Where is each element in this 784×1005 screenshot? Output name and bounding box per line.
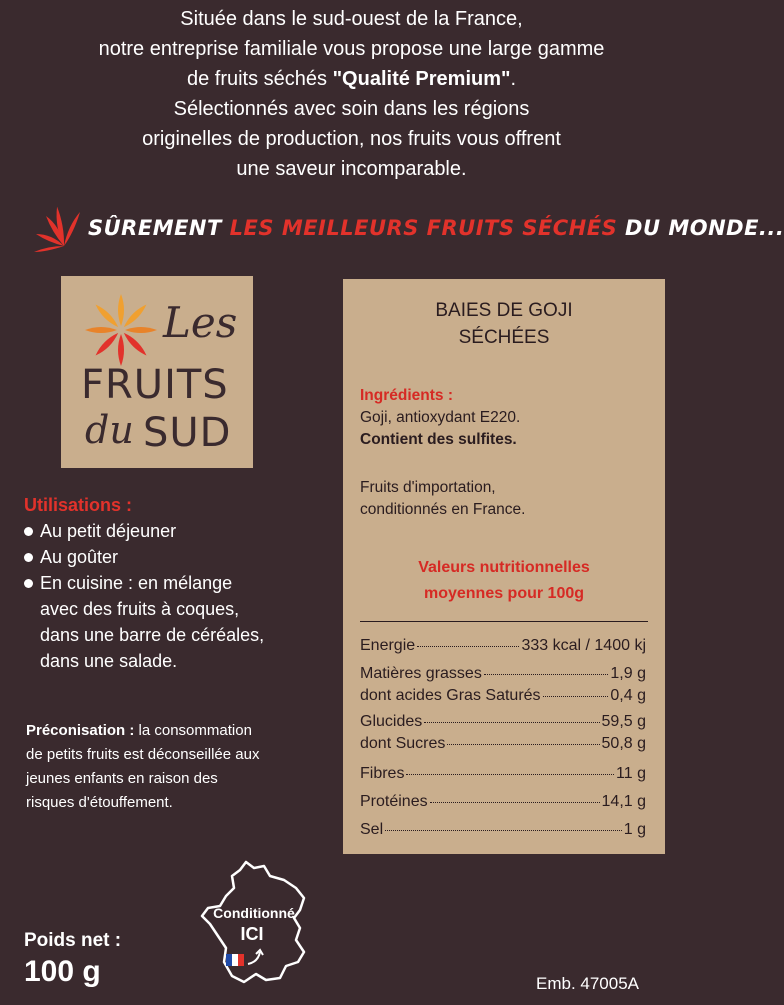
product-title-line: BAIES DE GOJI xyxy=(435,300,573,321)
nutrition-value: 1,9 g xyxy=(610,665,646,682)
dot-leader xyxy=(543,695,609,697)
usage-section xyxy=(24,492,324,674)
france-map-icon xyxy=(196,858,314,988)
nutrition-row xyxy=(360,687,646,705)
dot-leader xyxy=(484,673,609,675)
nutrition-row xyxy=(360,713,646,731)
nutrition-label: Protéines xyxy=(360,793,428,810)
warning-line: de petits fruits est déconseillée aux xyxy=(26,746,260,763)
intro-text-part: . xyxy=(510,68,517,90)
nutrition-value: 0,4 g xyxy=(610,687,646,704)
nutrition-label: dont Sucres xyxy=(360,735,446,752)
divider xyxy=(360,621,648,622)
weight-value: 100 g xyxy=(24,955,101,988)
flower-icon xyxy=(81,290,161,370)
intro-line: Sélectionnés avec soin dans les régions xyxy=(173,98,530,120)
dot-leader xyxy=(424,721,599,723)
nutrition-label: Fibres xyxy=(360,765,405,782)
warning-line: jeunes enfants en raison des xyxy=(26,770,218,787)
logo-fruits: FRUITS xyxy=(81,362,229,408)
slogan-part: DU MONDE... xyxy=(617,216,784,240)
dot-leader xyxy=(430,801,600,803)
nutrition-label: Matières grasses xyxy=(360,665,482,682)
warning-text xyxy=(26,719,326,815)
nutrition-row xyxy=(360,665,646,683)
nutrition-value: 333 kcal / 1400 kj xyxy=(521,637,646,654)
nutrition-label: Energie xyxy=(360,637,416,654)
ingredients-value: Goji, antioxydant E220. xyxy=(360,409,521,426)
list-item: Au petit déjeuner xyxy=(24,518,324,544)
logo-les: Les xyxy=(163,298,238,347)
nutrition-row xyxy=(360,765,646,783)
product-title-line: SÉCHÉES xyxy=(458,327,550,348)
quality-premium: "Qualité Premium" xyxy=(332,68,511,90)
packaging-code: Emb. 47005A xyxy=(536,974,640,993)
nutrition-title-line: Valeurs nutritionnelles xyxy=(418,559,590,576)
intro-line xyxy=(0,64,703,94)
nutrition-label: Glucides xyxy=(360,713,423,730)
warning-label: Préconisation : xyxy=(26,722,135,739)
product-panel xyxy=(343,279,665,854)
french-flag-icon xyxy=(226,954,244,966)
badge-line2: ICI xyxy=(240,924,264,944)
dot-leader xyxy=(447,743,599,745)
warning-line: risques d'étouffement. xyxy=(26,794,173,811)
intro-line: Située dans le sud-ouest de la France, xyxy=(180,8,523,30)
usage-list xyxy=(24,518,324,596)
usage-continuation: dans une barre de céréales, xyxy=(40,625,265,645)
intro-line: originelles de production, nos fruits vous offrent xyxy=(142,128,561,150)
origin-line: conditionnés en France. xyxy=(360,501,526,518)
nutrition-value: 11 g xyxy=(616,765,646,782)
ingredients xyxy=(360,385,660,451)
nutrition-title-line: moyennes pour 100g xyxy=(423,585,585,602)
usage-continuation: dans une salade. xyxy=(40,651,178,671)
warning-line xyxy=(26,719,326,743)
nutrition-value: 14,1 g xyxy=(601,793,646,810)
slogan-text xyxy=(88,216,784,240)
nutrition-label: dont acides Gras Saturés xyxy=(360,687,541,704)
origin xyxy=(360,477,660,521)
nutrition-label: Sel xyxy=(360,821,384,838)
nutrition-title xyxy=(343,555,665,607)
intro-line: une saveur incomparable. xyxy=(236,158,467,180)
dot-leader xyxy=(385,829,622,831)
list-item: Au goûter xyxy=(24,544,324,570)
warning-part: la consommation xyxy=(134,722,252,739)
nutrition-row xyxy=(360,637,646,655)
product-title xyxy=(343,297,665,351)
sulfites-notice: Contient des sulfites. xyxy=(360,431,517,448)
list-item: En cuisine : en mélange xyxy=(24,570,324,596)
intro-text-part: de fruits séchés xyxy=(186,68,333,90)
arrow-icon xyxy=(248,952,260,964)
intro-text xyxy=(0,4,703,184)
nutrition-row xyxy=(360,821,646,839)
nutrition-row xyxy=(360,735,646,753)
logo-sud: SUD xyxy=(143,410,232,456)
ingredients-label: Ingrédients : xyxy=(360,387,454,404)
nutrition-value: 59,5 g xyxy=(601,713,646,730)
slogan-highlight: LES MEILLEURS FRUITS SÉCHÉS xyxy=(229,216,618,240)
nutrition-value: 50,8 g xyxy=(601,735,646,752)
weight-label: Poids net : xyxy=(24,930,122,951)
brand-logo xyxy=(61,276,253,468)
dot-leader xyxy=(417,645,519,647)
origin-line: Fruits d'importation, xyxy=(360,479,496,496)
usage-continuation: avec des fruits à coques, xyxy=(40,599,240,619)
slogan-part: SÛREMENT xyxy=(88,216,230,240)
logo-du: du xyxy=(85,408,134,452)
nutrition-row xyxy=(360,793,646,811)
sun-burst-icon xyxy=(34,176,94,256)
slogan xyxy=(0,208,784,258)
badge-line1: Conditionné xyxy=(213,905,295,921)
usage-title: Utilisations : xyxy=(24,495,133,515)
nutrition-value: 1 g xyxy=(623,821,646,838)
intro-line: notre entreprise familiale vous propose une large gamme xyxy=(98,38,605,60)
dot-leader xyxy=(406,773,614,775)
